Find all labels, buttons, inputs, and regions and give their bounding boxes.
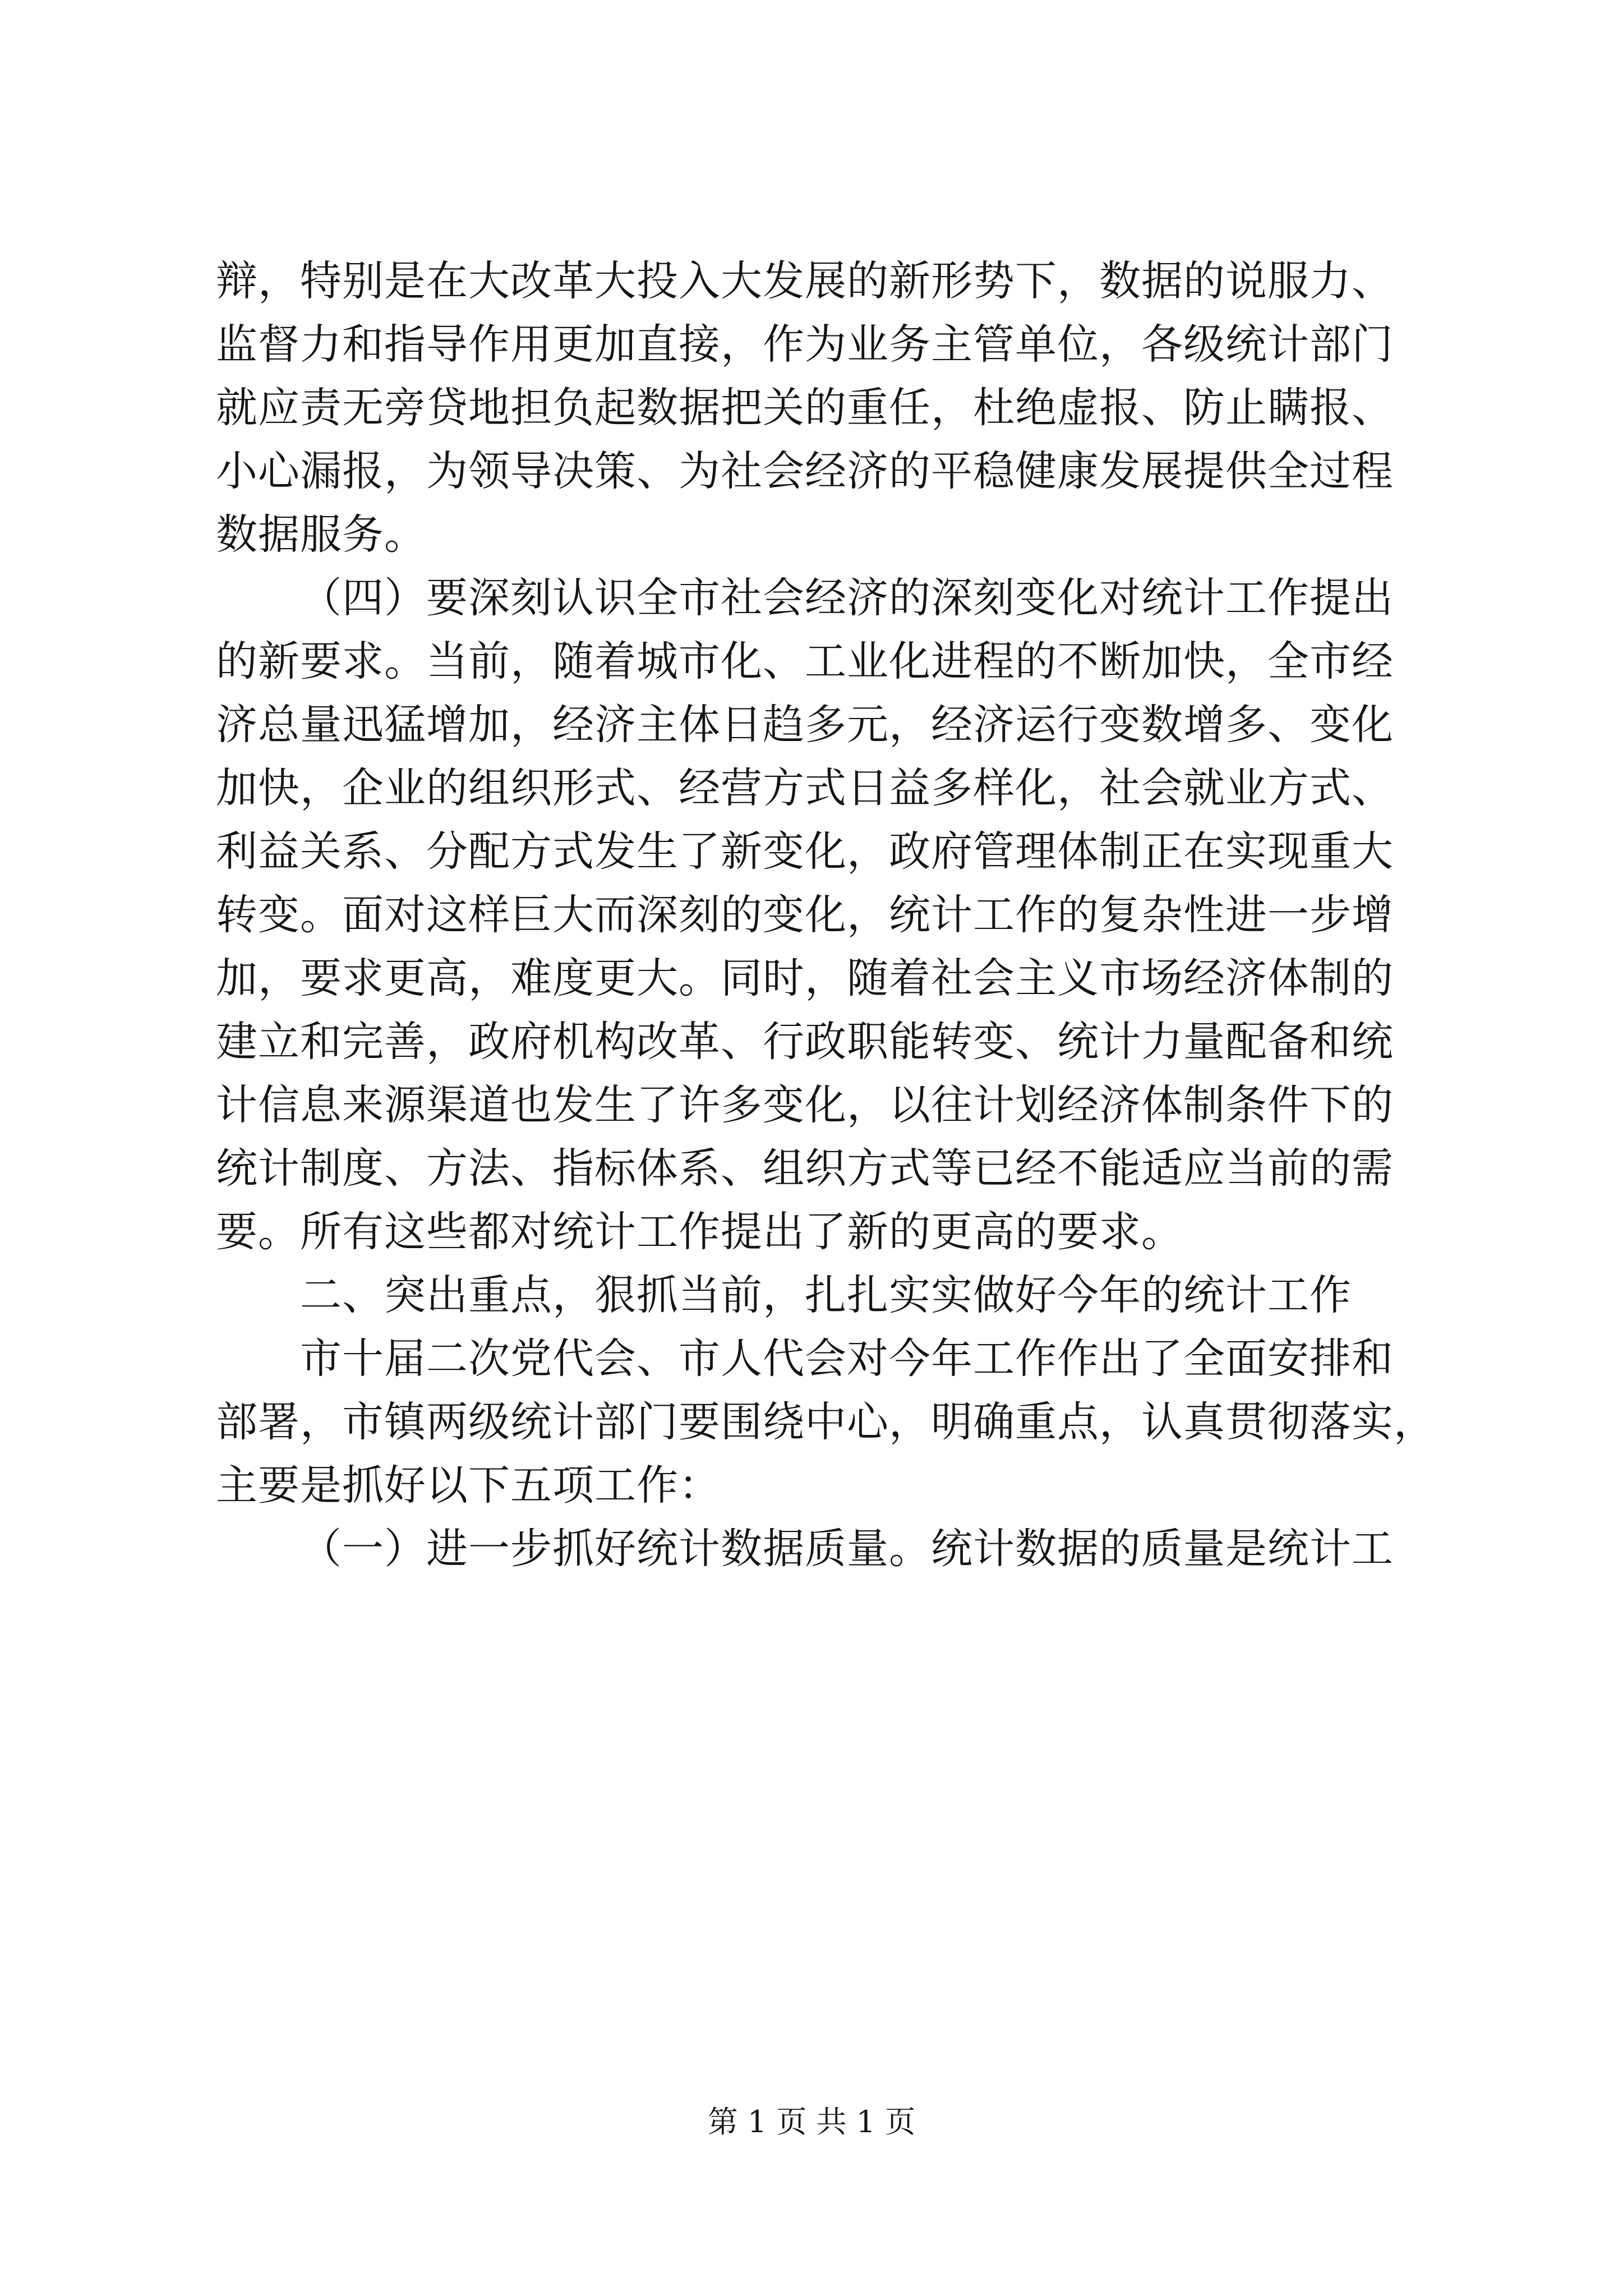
text-line: 数据服务。 xyxy=(216,510,426,559)
paragraph-start-line: 市十届二次党代会、市人代会对今年工作作出了全面安排和 xyxy=(300,1335,1394,1383)
text-line: 转变。面对这样巨大而深刻的变化，统计工作的复杂性进一步增 xyxy=(216,891,1394,939)
text-line: 部署，市镇两级统计部门要围绕中心，明确重点，认真贯彻落实， xyxy=(216,1398,1436,1446)
paragraph-heading-line: （四）要深刻认识全市社会经济的深刻变化对统计工作提出 xyxy=(300,574,1394,622)
paragraph-heading-line: （一）进一步抓好统计数据质量。统计数据的质量是统计工 xyxy=(300,1525,1394,1573)
text-line: 利益关系、分配方式发生了新变化，政府管理体制正在实现重大 xyxy=(216,827,1394,876)
text-line: 主要是抓好以下五项工作： xyxy=(216,1461,721,1510)
text-line: 加快，企业的组织形式、经营方式日益多样化，社会就业方式、 xyxy=(216,764,1394,812)
text-line: 的新要求。当前，随着城市化、工业化进程的不断加快，全市经 xyxy=(216,637,1394,685)
section-heading: 二、突出重点，狠抓当前，扎扎实实做好今年的统计工作 xyxy=(300,1271,1352,1319)
text-line: 就应责无旁贷地担负起数据把关的重任，杜绝虚报、防止瞒报、 xyxy=(216,384,1394,432)
text-line: 济总量迅猛增加，经济主体日趋多元，经济运行变数增多、变化 xyxy=(216,701,1394,749)
text-line: 计信息来源渠道也发生了许多变化，以往计划经济体制条件下的 xyxy=(216,1081,1394,1129)
body-text xyxy=(216,250,1436,1581)
text-line: 统计制度、方法、指标体系、组织方式等已经不能适应当前的需 xyxy=(216,1144,1394,1193)
text-line: 要。所有这些都对统计工作提出了新的更高的要求。 xyxy=(216,1208,1183,1256)
text-line: 加，要求更高，难度更大。同时，随着社会主义市场经济体制的 xyxy=(216,954,1394,1002)
text-line: 辩，特别是在大改革大投入大发展的新形势下，数据的说服力、 xyxy=(216,257,1394,305)
page-number-footer: 第 1 页 共 1 页 xyxy=(707,2104,916,2139)
text-line: 建立和完善，政府机构改革、行政职能转变、统计力量配备和统 xyxy=(216,1018,1394,1066)
text-line: 小心漏报，为领导决策、为社会经济的平稳健康发展提供全过程 xyxy=(216,447,1394,495)
text-line: 监督力和指导作用更加直接，作为业务主管单位，各级统计部门 xyxy=(216,320,1394,369)
